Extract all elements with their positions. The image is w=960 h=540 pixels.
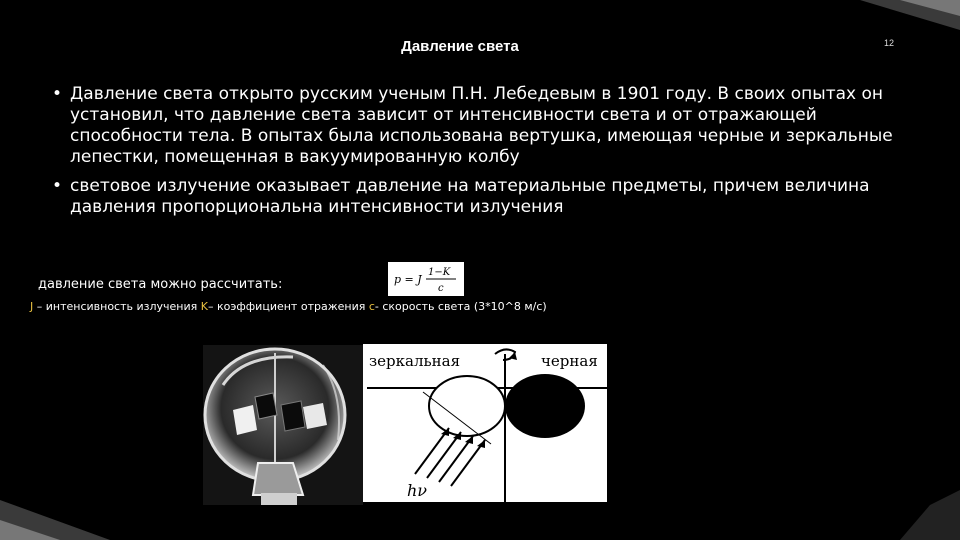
label-mirror: зеркальная <box>369 352 461 370</box>
page-number: 12 <box>884 38 895 48</box>
pressure-diagram <box>363 344 607 502</box>
bullet-list <box>44 84 904 226</box>
bullet-item <box>44 176 904 218</box>
symbol-c: c <box>368 300 375 313</box>
bullet-item <box>44 84 904 168</box>
formula-denominator: c <box>438 283 444 294</box>
symbol-j: J <box>30 300 34 313</box>
light-arrows <box>415 428 485 486</box>
bullet-marker: • <box>52 84 63 104</box>
legend-c-text: - скорость света (3*10^8 м/с) <box>374 300 547 313</box>
legend-k-text: – коэффициент отражения <box>207 300 369 313</box>
slide-title: Давление света <box>401 38 519 55</box>
formula-legend <box>30 300 547 313</box>
lebedev-apparatus-photo <box>203 345 363 505</box>
label-black: черная <box>541 352 598 370</box>
symbol-k: K <box>200 300 208 313</box>
bullet-text: Давление света открыто русским ученым П.Н. Лебедевым в 1901 году. В своих опытах он установил, что давление света зависит от интенсивности света и от отражающей способности тела. В опытах была использована вертушка, имеющая черные и зеркальные лепестки, помещенная в вакуумированную колбу <box>70 84 893 167</box>
mirror-vane <box>429 376 505 436</box>
bullet-marker: • <box>52 176 63 196</box>
formula-intro: давление света можно рассчитать: <box>38 277 283 292</box>
legend-j-text: – интенсивность излучения <box>33 300 201 313</box>
bullet-text: световое излучение оказывает давление на материальные предметы, причем величина давления пропорциональна интенсивности излучения <box>70 176 870 217</box>
formula-image <box>388 262 464 296</box>
label-hv: hν <box>407 481 428 500</box>
formula-numerator: 1−K <box>428 267 451 278</box>
black-vane <box>505 374 585 438</box>
formula-lhs: p = J <box>394 273 422 286</box>
